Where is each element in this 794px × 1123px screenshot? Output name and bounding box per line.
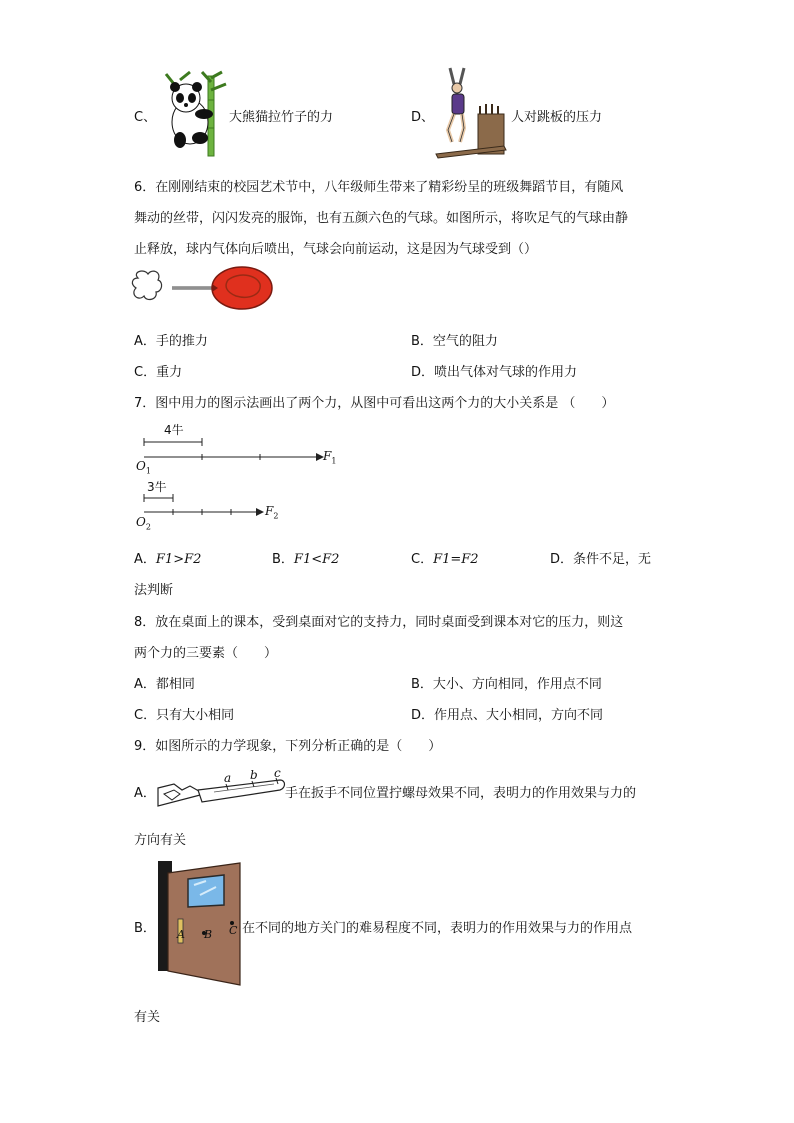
q9-stem: 9．如图所示的力学现象，下列分析正确的是（ ） bbox=[134, 739, 442, 754]
door-image bbox=[158, 861, 242, 985]
q7-option-d-continued: 法判断 bbox=[134, 583, 174, 598]
wrench-label-a: a bbox=[224, 771, 232, 785]
q8-option-c: C．只有大小相同 bbox=[134, 708, 235, 723]
q9-option-b-text: 在不同的地方关门的难易程度不同，表明力的作用效果与力的作用点 bbox=[242, 921, 633, 936]
origin-o1: $O_1$ bbox=[136, 459, 151, 476]
force-f1-label: $F_1$ bbox=[323, 449, 337, 466]
q6-stem-line-1: 6．在刚刚结束的校园艺术节中，八年级师生带来了精彩纷呈的班级舞蹈节目，有随风 bbox=[134, 180, 624, 195]
q5-option-c-text: 大熊猫拉竹子的力 bbox=[229, 110, 334, 125]
force-scale-label-4n: 4牛 bbox=[164, 423, 184, 437]
q8-option-d: D．作用点、大小相同，方向不同 bbox=[411, 708, 604, 723]
q7-option-b: B．F1<F2 bbox=[272, 552, 340, 567]
wrench-label-b: b bbox=[250, 768, 258, 782]
door-label-a: A bbox=[177, 928, 185, 941]
q9-option-a-text: 手在扳手不同位置拧螺母效果不同，表明力的作用效果与力的 bbox=[285, 786, 637, 801]
q9-option-a-continued: 方向有关 bbox=[134, 833, 187, 848]
q5-option-d-letter: D、 bbox=[411, 110, 435, 125]
q5-option-c-letter: C、 bbox=[134, 110, 157, 125]
q6-stem-line-3: 止释放，球内气体向后喷出，气球会向前运动，这是因为气球受到（） bbox=[134, 242, 538, 257]
q7-option-d: D．条件不足，无 bbox=[550, 552, 652, 567]
origin-o2: $O_2$ bbox=[136, 515, 151, 532]
balloon-image bbox=[130, 264, 278, 312]
q7-stem: 7．图中用力的图示法画出了两个力，从图中可看出这两个力的大小关系是 （ ） bbox=[134, 396, 615, 411]
wrench-image bbox=[154, 770, 288, 812]
q8-option-a: A．都相同 bbox=[134, 677, 195, 692]
force-diagram bbox=[130, 416, 350, 534]
force-scale-label-3n: 3牛 bbox=[147, 480, 167, 494]
q7-option-a: A．F1>F2 bbox=[134, 552, 202, 567]
diver-springboard-image bbox=[434, 66, 512, 160]
q6-option-c: C．重力 bbox=[134, 365, 183, 380]
door-label-b: B bbox=[204, 928, 213, 941]
q8-stem-line-2: 两个力的三要素（ ） bbox=[134, 646, 278, 661]
q6-option-d: D．喷出气体对气球的作用力 bbox=[411, 365, 578, 380]
force-f2-label: $F_2$ bbox=[265, 504, 279, 521]
q6-option-a: A．手的推力 bbox=[134, 334, 208, 349]
q9-option-b-continued: 有关 bbox=[134, 1010, 161, 1025]
q6-stem-line-2: 舞动的丝带，闪闪发亮的服饰，也有五颜六色的气球。如图所示，将吹足气的气球由静 bbox=[134, 211, 629, 226]
q9-option-b-letter: B． bbox=[134, 921, 156, 936]
door-label-c: C bbox=[229, 924, 238, 937]
q9-option-a-letter: A． bbox=[134, 786, 156, 801]
q7-option-c: C．F1=F2 bbox=[411, 552, 479, 567]
q6-option-b: B．空气的阻力 bbox=[411, 334, 498, 349]
q5-option-d-text: 人对跳板的压力 bbox=[511, 110, 603, 125]
q8-stem-line-1: 8．放在桌面上的课本，受到桌面对它的支持力，同时桌面受到课本对它的压力，则这 bbox=[134, 615, 624, 630]
wrench-label-c: c bbox=[274, 766, 281, 780]
panda-bamboo-image bbox=[160, 70, 230, 158]
q8-option-b: B．大小、方向相同，作用点不同 bbox=[411, 677, 602, 692]
